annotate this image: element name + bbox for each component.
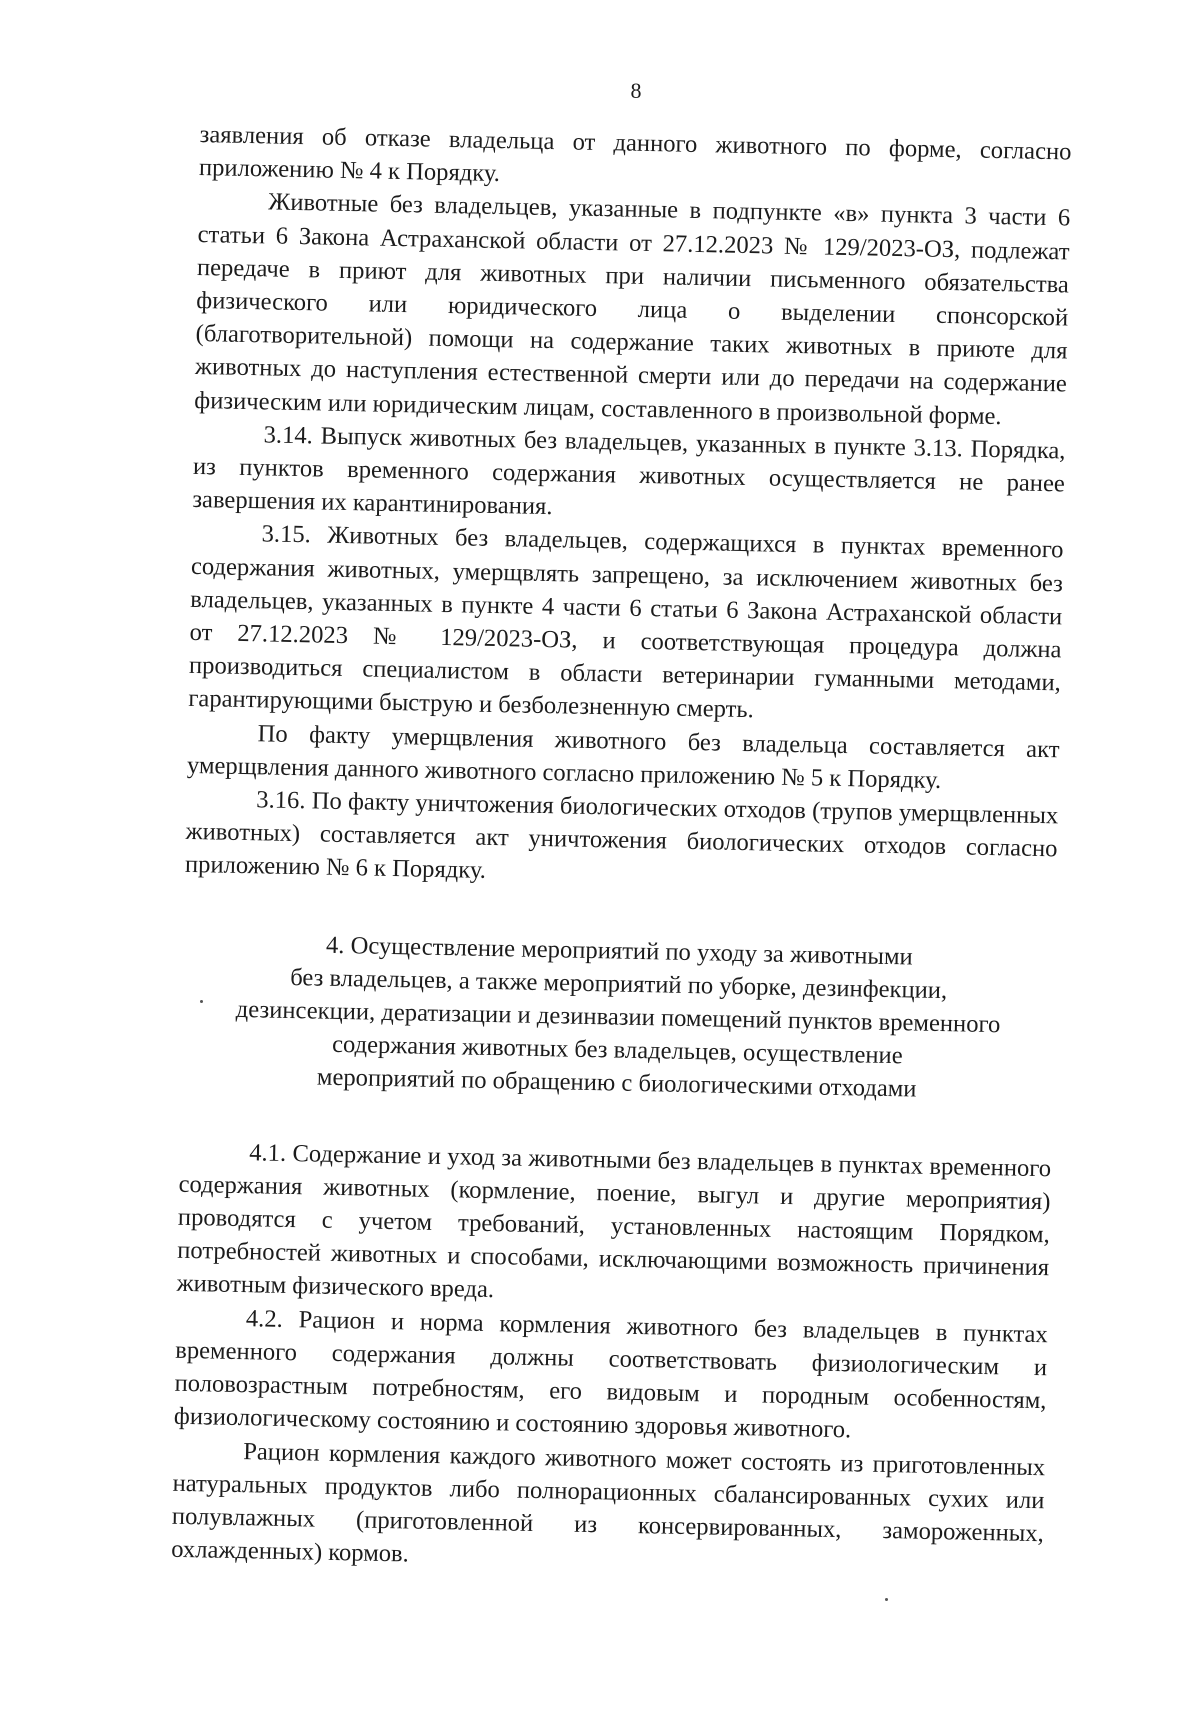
paragraph-3-15: 3.15. Животных без владельцев, содержащихся в пунктах временного содержания животных, умерщвлять запрещено, за исключением животных без владельцев, указанных в пункте 4 части 6 статьи 6 Закона Астраханской области от 27.12.2023 № 129/2023-ОЗ, и соответствующая процедура должна производиться специалистом в области ветеринарии гуманными методами, гарантирующими быструю и безболезненную смерть. bbox=[188, 520, 1064, 724]
paragraph-3-16: 3.16. По факту уничтожения биологических отходов (трупов умерщвленных животных) составляется акт уничтожения биологических отходов согласно приложению № 6 к Порядку. bbox=[184, 786, 1059, 885]
document-body bbox=[171, 118, 1072, 1584]
section-4-heading bbox=[190, 926, 1045, 1108]
paragraph-3-14: 3.14. Выпуск животных без владельцев, указанных в пункте 3.13. Порядка, из пунктов временного содержания животных осуществляется не ранее завершения их карантинирования. bbox=[192, 421, 1066, 521]
section-heading-line: мероприятий по обращению с биологическими отходами bbox=[316, 1063, 917, 1103]
section-heading-line: 4. Осуществление мероприятий по уходу за животными bbox=[325, 931, 913, 971]
paragraph-4-2: 4.2. Рацион и норма кормления животного без владельцев в пунктах временного содержания должны соответствовать физиологическим и половозрастным потребностям, его видовым и породным особенностям, физиологическому состоянию и состоянию здоровья животного. bbox=[173, 1304, 1049, 1444]
paragraph-continuation: заявления об отказе владельца от данного животного по форме, согласно приложению № 4 к Порядку. bbox=[198, 120, 1072, 188]
paragraph-euthanasia-act: По факту умерщвления животного без владельца составляется акт умерщвления данного животного согласно приложению № 5 к Порядку. bbox=[186, 719, 1060, 794]
section-heading-line: содержания животных без владельцев, осуществление bbox=[331, 1030, 903, 1069]
scan-speck bbox=[200, 1000, 203, 1003]
paragraph-4-1: 4.1. Содержание и уход за животными без владельцев в пунктах временного содержания животных (кормление, поение, выгул и другие мероприятия) проводятся с учетом требований, установленных настоящим Порядком, потребностей животных и способами, исключающими возможность причинения животным физического вреда. bbox=[176, 1138, 1052, 1304]
scan-speck bbox=[885, 1598, 888, 1601]
section-heading-line: дезинсекции, дератизации и дезинвазии помещений пунктов временного bbox=[235, 995, 1001, 1038]
page-number: 8 bbox=[630, 78, 642, 103]
section-heading-line: без владельцев, а также мероприятий по уборке, дезинфекции, bbox=[289, 963, 948, 1004]
paragraph-ration: Рацион кормления каждого животного может состоять из приготовленных натуральных продуктов либо полнорационных сбалансированных сухих или полувлажных (приготовленной из консервированных, замороженных, охлажденных) кормов. bbox=[170, 1437, 1046, 1568]
paragraph-animals-to-shelter: Животные без владельцев, указанные в подпункте «в» пункта 3 части 6 статьи 6 Закона Астраханской области от 27.12.2023 № 129/2023-ОЗ, подлежат передаче в приют для животных при наличии письменного обязательства физического или юридического лица о выделении спонсорской (благотворительной) помощи на содержание таких животных в приюте для животных до наступления естественной смерти или до передачи на содержание физическим или юридическим лицам, составленного в произвольной форме. bbox=[194, 188, 1071, 430]
